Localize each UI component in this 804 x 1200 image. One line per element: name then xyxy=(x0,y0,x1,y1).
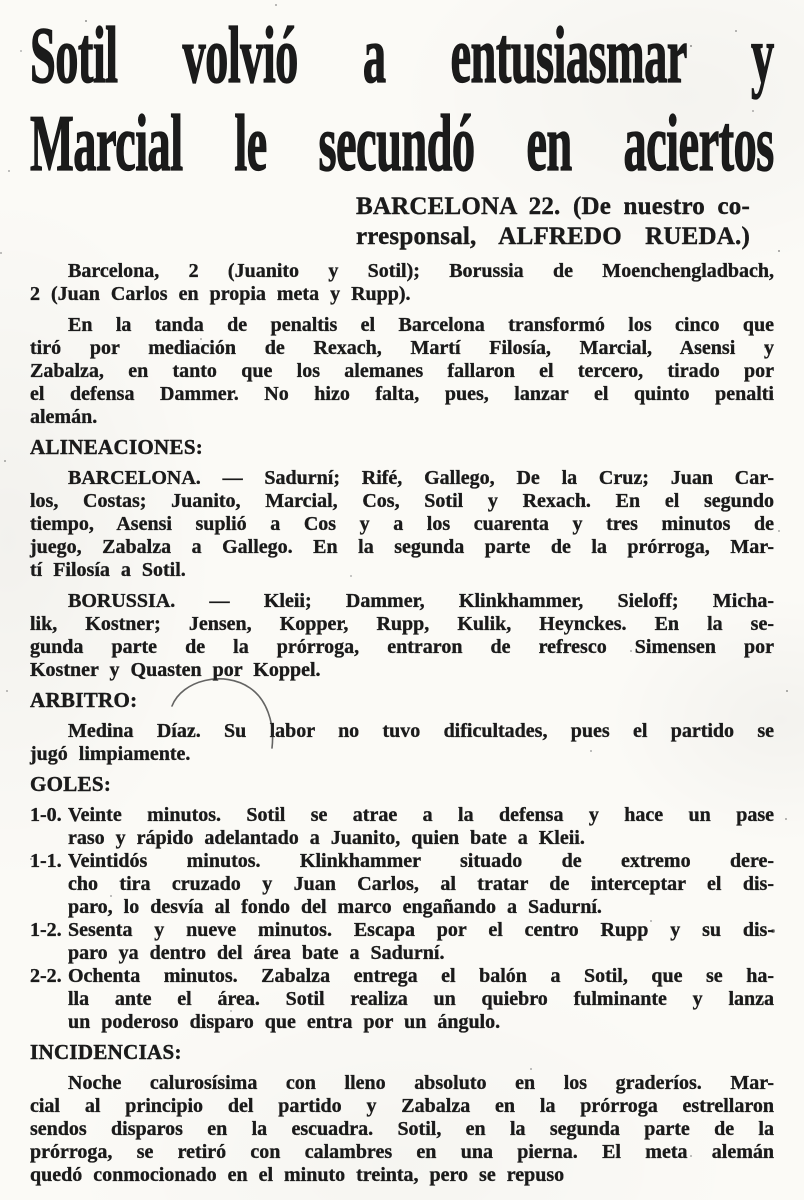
text-line: BARCELONA. — Sadurní; Rifé, Gallego, De la Cruz; Juan Car- xyxy=(68,467,774,489)
text-line: Sesenta y nueve minutos. Escapa por el centro Rupp y su dis- xyxy=(68,919,774,941)
text-line: cial al principio del partido y Zabalza en la prórroga estrellaron xyxy=(30,1095,774,1117)
text-line: prórroga, se retiró con calambres en una pierna. El meta alemán xyxy=(30,1141,774,1163)
byline xyxy=(356,192,750,252)
text-line: un poderoso disparo que entra por un ángulo. xyxy=(68,1011,501,1033)
text-line: alemán. xyxy=(30,406,98,428)
section-alineaciones: ALINEACIONES: xyxy=(30,435,204,459)
text-line: rresponsal, ALFREDO RUEDA.) xyxy=(356,223,750,250)
text-line: sendos disparos en la escuadra. Sotil, en la segunda parte de la xyxy=(30,1118,774,1140)
section-arbitro: ARBITRO: xyxy=(30,688,138,712)
headline xyxy=(30,12,774,188)
text-line: Sotil volvió a entusiasmar y xyxy=(30,12,774,100)
goal-description xyxy=(68,919,774,965)
goal-item xyxy=(30,965,774,1034)
goals-list xyxy=(30,804,774,1034)
text-line: quedó conmocionado en el minuto treinta, pero se repuso xyxy=(30,1164,565,1186)
goal-score: 1-0. xyxy=(30,804,62,826)
goal-score: 2-2. xyxy=(30,965,62,987)
text-line: tiró por mediación de Rexach, Martí Filosía, Marcial, Asensi y xyxy=(30,337,774,359)
referee-paragraph xyxy=(30,720,774,766)
lead-paragraph xyxy=(30,260,774,306)
borussia-lineup-paragraph xyxy=(30,590,774,682)
text-line: Noche calurosísima con lleno absoluto en los graderíos. Mar- xyxy=(68,1072,774,1094)
text-line: Veintidós minutos. Klinkhammer situado de extremo dere- xyxy=(68,850,774,872)
text-line: los, Costas; Juanito, Marcial, Cos, Sotil y Rexach. En el segundo xyxy=(30,490,774,512)
text-line: raso y rápido adelantado a Juanito, quien bate a Kleii. xyxy=(68,827,585,849)
text-line: Kostner y Quasten por Koppel. xyxy=(30,659,321,681)
goal-item xyxy=(30,919,774,965)
goal-description xyxy=(68,804,774,850)
barcelona-lineup-paragraph xyxy=(30,467,774,582)
text-line: tiempo, Asensi suplió a Cos y a los cuarenta y tres minutos de xyxy=(30,513,774,535)
text-line: juego, Zabalza a Gallego. En la segunda parte de la prórroga, Mar- xyxy=(30,536,774,558)
incidents-paragraph xyxy=(30,1072,774,1187)
text-line: BORUSSIA. — Kleii; Dammer, Klinkhammer, Sieloff; Micha- xyxy=(68,590,774,612)
text-line: BARCELONA 22. (De nuestro co- xyxy=(356,193,750,220)
text-line: el defensa Dammer. No hizo falta, pues, lanzar el quinto penalti xyxy=(30,383,774,405)
goal-item xyxy=(30,804,774,850)
text-line: tí Filosía a Sotil. xyxy=(30,559,186,581)
text-line: Ochenta minutos. Zabalza entrega el balón a Sotil, que se ha- xyxy=(68,965,774,987)
text-line: cho tira cruzado y Juan Carlos, al tratar de interceptar el dis- xyxy=(68,873,774,895)
text-line: Barcelona, 2 (Juanito y Sotil); Borussia de Moenchengladbach, xyxy=(68,260,774,282)
text-line: lla ante el área. Sotil realiza un quiebro fulminante y lanza xyxy=(68,988,774,1010)
text-line: 2 (Juan Carlos en propia meta y Rupp). xyxy=(30,283,411,305)
text-line: paro, lo desvía al fondo del marco engañando a Sadurní. xyxy=(68,896,602,918)
penalties-paragraph xyxy=(30,314,774,429)
goal-item xyxy=(30,850,774,919)
text-line: Zabalza, en tanto que los alemanes fallaron el tercero, tirado por xyxy=(30,360,774,382)
text-line: En la tanda de penaltis el Barcelona transformó los cinco que xyxy=(68,314,774,336)
section-incidencias: INCIDENCIAS: xyxy=(30,1040,182,1064)
text-line: gunda parte de la prórroga, entraron de refresco Simensen por xyxy=(30,636,774,658)
headline-text xyxy=(30,12,774,188)
goal-score: 1-1. xyxy=(30,850,62,872)
text-line: lik, Kostner; Jensen, Kopper, Rupp, Kulik, Heynckes. En la se- xyxy=(30,613,774,635)
text-line: Medina Díaz. Su labor no tuvo dificultades, pues el partido se xyxy=(68,720,774,742)
section-goles: GOLES: xyxy=(30,772,112,796)
goal-score: 1-2. xyxy=(30,919,62,941)
text-line: Veinte minutos. Sotil se atrae a la defensa y hace un pase xyxy=(68,804,774,826)
text-line: jugó limpiamente. xyxy=(30,743,191,765)
goal-description xyxy=(68,965,774,1034)
text-line: Marcial le secundó en aciertos xyxy=(30,100,774,188)
text-line: paro ya dentro del área bate a Sadurní. xyxy=(68,942,445,964)
goal-description xyxy=(68,850,774,919)
